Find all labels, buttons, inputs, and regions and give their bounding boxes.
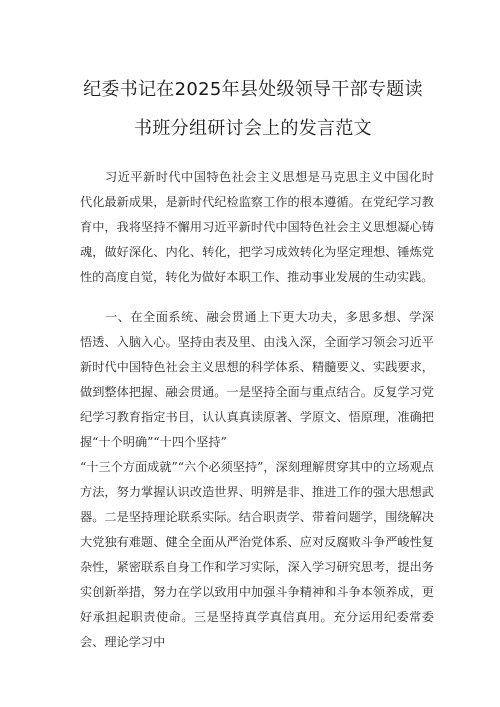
paragraph-continuation: “十三个方面成就”“六个必须坚持”，深刻理解贯穿其中的立场观点方法，努力掌握认识改造世界、明辨是非、推进工作的强大思想武器。二是坚持理论联系实际。结合职责学、带着问题学，围绕解决大党独有难题、健全全面从严治党体系、应对反腐败斗争严峻性复杂性，紧密联系自身工作和学习实际，深入学习研究思考，提出务实创新举措，努力在学以致用中加强斗争精神和斗争本领养成，更好承担起职责使命。三是坚持真学真信真用。充分运用纪委常委会、理论学习中 [80,460,434,649]
paragraph-section-one: 一、在全面系统、融会贯通上下更大功夫，多思多想、学深悟透、入脑入心。坚持由表及里、由浅入深，全面学习领会习近平新时代中国特色社会主义思想的科学体系、精髓要义、实践要求，做到整体把握、融会贯通。一是坚持全面与重点结合。反复学习党纪学习教育指定书目，认认真真读原著、学原文、悟原理，准确把握“十个明确”“十四个坚持” [80,310,434,449]
title-line-1: 纪委书记在2025年县处级领导干部专题读 [83,79,423,100]
paragraph-intro: 习近平新时代中国特色社会主义思想是马克思主义中国化时代化最新成果，是新时代纪检监察工作的根本遵循。在党纪学习教育中，我将坚持不懈用习近平新时代中国特色社会主义思想凝心铸魂，做好深化、内化、转化，把学习成效转化为坚定理想、锤炼党性的高度自觉，转化为做好本职工作、推动事业发展的生动实践。 [80,170,434,284]
title-line-2: 书班分组研讨会上的发言范文 [134,118,372,139]
document-body [80,165,434,655]
document-title [72,70,434,148]
